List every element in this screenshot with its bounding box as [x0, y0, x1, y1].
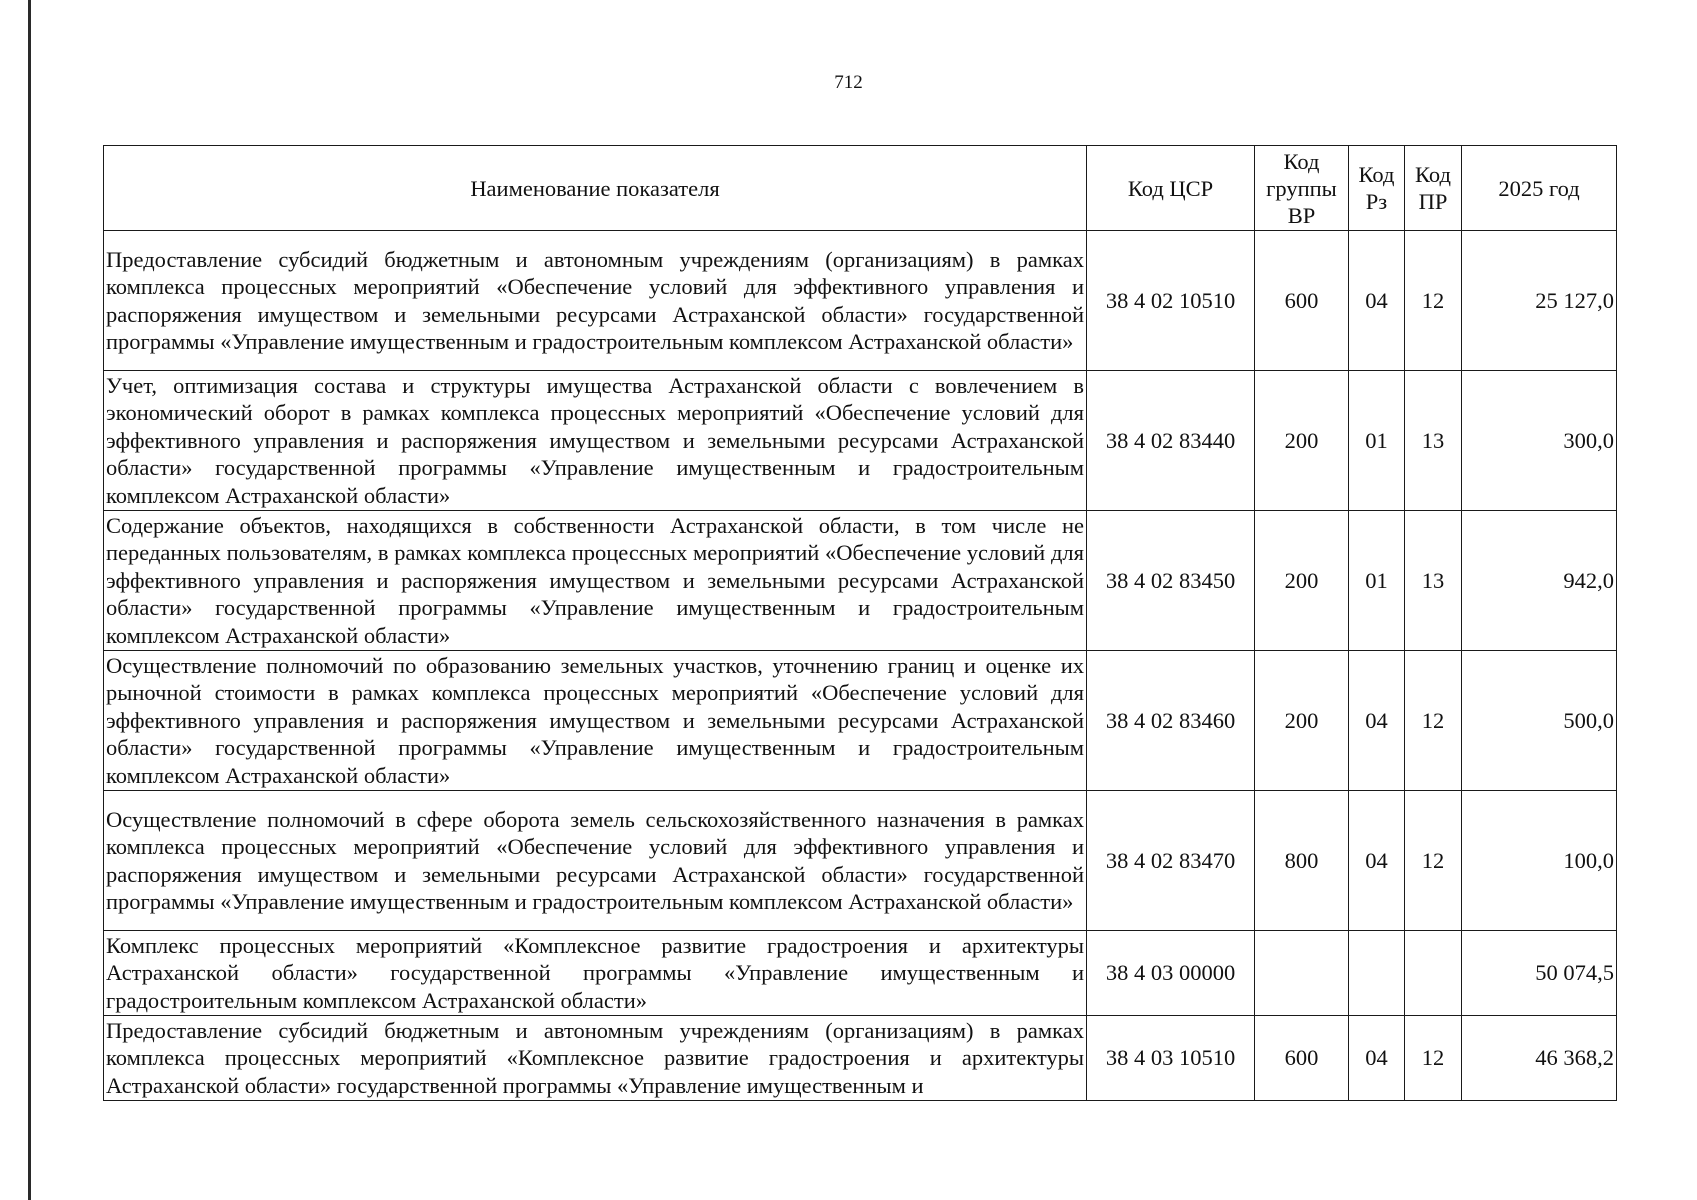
row-name: Осуществление полномочий в сфере оборота земель сельскохозяйственного назначения в рамках комплекса процессных мероприятий «Обеспечение условий для эффективного управления и распоряжения имуществом и земельными ресурсами Астраханской области» государственной программы «Управление имущественным и градостроительным комплексом Астраханской области» [104, 791, 1087, 931]
budget-table [103, 145, 1617, 1101]
row-vr: 200 [1255, 651, 1349, 791]
row-rz: 01 [1349, 371, 1405, 511]
row-name: Комплекс процессных мероприятий «Комплексное развитие градостроения и архитектуры Астраханской области» государственной программы «Управление имущественным и градостроительным комплексом Астраханской области» [104, 931, 1087, 1016]
table-header-row [104, 146, 1617, 231]
header-pr: Код ПР [1405, 146, 1462, 231]
row-rz [1349, 931, 1405, 1016]
row-name: Осуществление полномочий по образованию земельных участков, уточнению границ и оценке их рыночной стоимости в рамках комплекса процессных мероприятий «Обеспечение условий для эффективного управления и распоряжения имуществом и земельными ресурсами Астраханской области» государственной программы «Управление имущественным и градостроительным комплексом Астраханской области» [104, 651, 1087, 791]
row-pr: 12 [1405, 651, 1462, 791]
header-vr: Код группы ВР [1255, 146, 1349, 231]
row-csr: 38 4 02 83470 [1087, 791, 1255, 931]
row-vr [1255, 931, 1349, 1016]
table-row [104, 791, 1617, 931]
row-csr: 38 4 02 83450 [1087, 511, 1255, 651]
row-name: Предоставление субсидий бюджетным и автономным учреждениям (организациям) в рамках комплекса процессных мероприятий «Комплексное развитие градостроения и архитектуры Астраханской области» государственной программы «Управление имущественным и [104, 1016, 1087, 1101]
row-amount: 50 074,5 [1462, 931, 1617, 1016]
header-rz: Код Рз [1349, 146, 1405, 231]
page-number: 712 [834, 72, 863, 93]
row-pr [1405, 931, 1462, 1016]
table-row [104, 511, 1617, 651]
row-vr: 200 [1255, 371, 1349, 511]
row-rz: 04 [1349, 231, 1405, 371]
table-row [104, 931, 1617, 1016]
table-row [104, 231, 1617, 371]
row-amount: 46 368,2 [1462, 1016, 1617, 1101]
row-amount: 300,0 [1462, 371, 1617, 511]
row-csr: 38 4 02 83440 [1087, 371, 1255, 511]
row-rz: 04 [1349, 1016, 1405, 1101]
row-csr: 38 4 02 83460 [1087, 651, 1255, 791]
header-year: 2025 год [1462, 146, 1617, 231]
row-amount: 25 127,0 [1462, 231, 1617, 371]
table-row [104, 651, 1617, 791]
row-amount: 942,0 [1462, 511, 1617, 651]
row-pr: 13 [1405, 511, 1462, 651]
row-amount: 500,0 [1462, 651, 1617, 791]
row-name: Учет, оптимизация состава и структуры имущества Астраханской области с вовлечением в экономический оборот в рамках комплекса процессных мероприятий «Обеспечение условий для эффективного управления и распоряжения имуществом и земельными ресурсами Астраханской области» государственной программы «Управление имущественным и градостроительным комплексом Астраханской области» [104, 371, 1087, 511]
row-rz: 04 [1349, 791, 1405, 931]
row-vr: 200 [1255, 511, 1349, 651]
row-pr: 12 [1405, 1016, 1462, 1101]
row-name: Предоставление субсидий бюджетным и автономным учреждениям (организациям) в рамках комплекса процессных мероприятий «Обеспечение условий для эффективного управления и распоряжения имуществом и земельными ресурсами Астраханской области» государственной программы «Управление имущественным и градостроительным комплексом Астраханской области» [104, 231, 1087, 371]
row-csr: 38 4 02 10510 [1087, 231, 1255, 371]
row-csr: 38 4 03 10510 [1087, 1016, 1255, 1101]
row-vr: 800 [1255, 791, 1349, 931]
row-name: Содержание объектов, находящихся в собственности Астраханской области, в том числе не переданных пользователям, в рамках комплекса процессных мероприятий «Обеспечение условий для эффективного управления и распоряжения имуществом и земельными ресурсами Астраханской области» государственной программы «Управление имущественным и градостроительным комплексом Астраханской области» [104, 511, 1087, 651]
row-pr: 12 [1405, 231, 1462, 371]
row-pr: 12 [1405, 791, 1462, 931]
header-csr: Код ЦСР [1087, 146, 1255, 231]
row-rz: 01 [1349, 511, 1405, 651]
row-amount: 100,0 [1462, 791, 1617, 931]
table-row [104, 1016, 1617, 1101]
row-pr: 13 [1405, 371, 1462, 511]
row-rz: 04 [1349, 651, 1405, 791]
row-vr: 600 [1255, 1016, 1349, 1101]
row-csr: 38 4 03 00000 [1087, 931, 1255, 1016]
scan-left-edge [28, 0, 31, 1200]
header-name: Наименование показателя [104, 146, 1087, 231]
row-vr: 600 [1255, 231, 1349, 371]
table-row [104, 371, 1617, 511]
